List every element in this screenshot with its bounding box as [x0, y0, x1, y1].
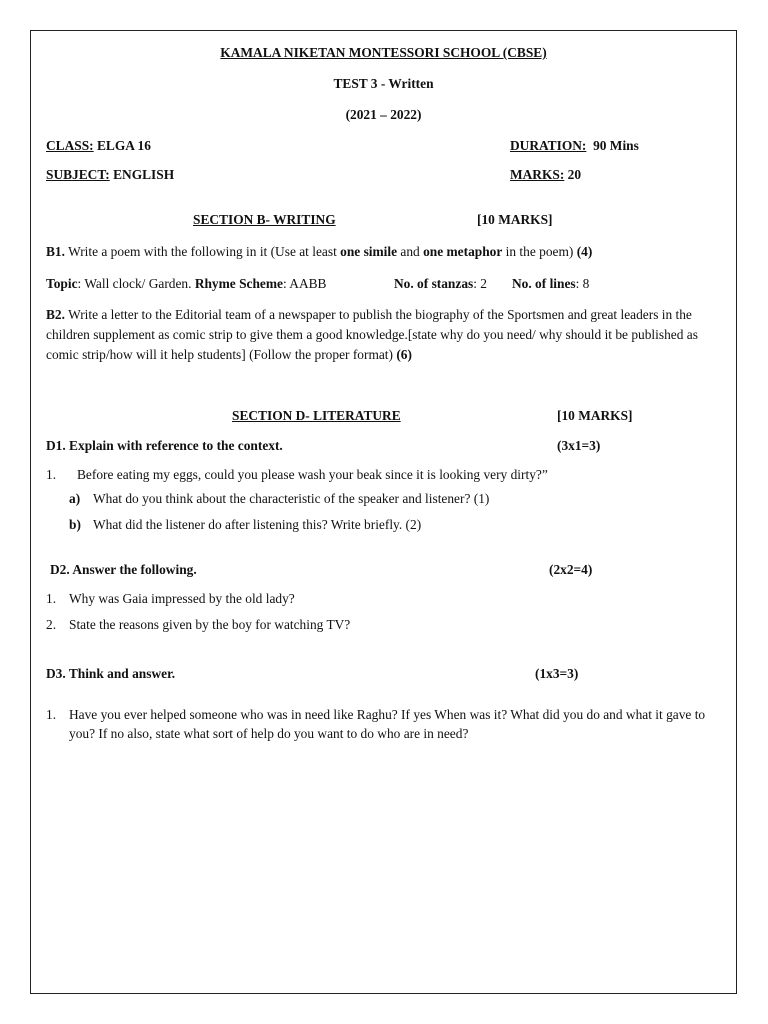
d1-sub-a-label: a)	[69, 491, 81, 506]
subject-info	[46, 167, 174, 183]
lines-label: No. of lines	[512, 276, 576, 291]
b2-marks: (6)	[396, 347, 412, 362]
subject-value: ENGLISH	[109, 167, 175, 182]
b2-label: B2.	[46, 307, 65, 322]
d3-item-1	[46, 705, 718, 743]
section-b-marks: [10 MARKS]	[477, 212, 553, 227]
class-label: CLASS:	[46, 138, 94, 153]
d2-item-1	[46, 591, 295, 607]
class-info	[46, 138, 151, 154]
d2-marks: (2x2=4)	[549, 562, 593, 577]
subject-label: SUBJECT:	[46, 167, 110, 182]
lines-info	[512, 276, 589, 292]
marks-label: MARKS:	[510, 167, 565, 182]
b1-label: B1.	[46, 244, 65, 259]
duration-info	[510, 138, 639, 154]
lines-value: : 8	[575, 276, 590, 291]
academic-year: (2021 – 2022)	[345, 107, 422, 122]
b1-metaphor: one metaphor	[423, 244, 503, 259]
d1-sub-a-text: What do you think about the characteristic of the speaker and listener? (1)	[93, 491, 490, 506]
rhyme-scheme-label: Rhyme Scheme	[194, 276, 283, 291]
b1-text-2: and	[397, 244, 424, 259]
test-title: TEST 3 - Written	[333, 76, 434, 91]
marks-value: 20	[564, 167, 582, 182]
stanzas-label: No. of stanzas	[394, 276, 474, 291]
d2-item-2-text: State the reasons given by the boy for watching TV?	[69, 617, 351, 632]
stanzas-info	[394, 276, 487, 292]
d1-title: D1. Explain with reference to the context.	[46, 438, 283, 453]
b1-simile: one simile	[340, 244, 398, 259]
d2-item-2	[46, 617, 350, 633]
marks-info	[510, 167, 581, 183]
section-d-title: SECTION D- LITERATURE	[232, 408, 401, 423]
d3-item-text: Have you ever helped someone who was in need like Raghu? If yes When was it? What did you do and what it gave to you? If no also, state what sort of help do you want to do who are in need?	[69, 707, 706, 741]
b1-marks: (4)	[576, 244, 593, 259]
section-b-title: SECTION B- WRITING	[193, 212, 336, 227]
class-value: ELGA 16	[93, 138, 151, 153]
b2-text: Write a letter to the Editorial team of a newspaper to publish the biography of the Sportsmen and great leaders in the children supplement as comic strip to give them a good knowledge.[state why do you need/ why should it be published as comic strip/how will it help students] (Follow the proper format)	[46, 307, 698, 362]
question-b1	[46, 244, 592, 260]
d1-quote: Before eating my eggs, could you please wash your beak since it is looking very dirty?”	[77, 467, 548, 482]
stanzas-value: : 2	[473, 276, 487, 291]
d1-item-number: 1.	[46, 467, 57, 482]
duration-label: DURATION:	[510, 138, 587, 153]
d1-sub-b	[69, 517, 421, 533]
d2-item-1-number: 1.	[46, 591, 57, 606]
question-b2	[46, 305, 718, 365]
d3-item-number: 1.	[46, 707, 57, 722]
d2-item-1-text: Why was Gaia impressed by the old lady?	[69, 591, 295, 606]
d3-marks: (1x3=3)	[535, 666, 579, 681]
duration-value: 90 Mins	[586, 138, 639, 153]
b1-text-3: in the poem)	[502, 244, 577, 259]
d1-marks: (3x1=3)	[557, 438, 601, 453]
rhyme-scheme-value: : AABB	[282, 276, 327, 291]
d1-sub-a	[69, 491, 489, 507]
section-d-marks: [10 MARKS]	[557, 408, 633, 423]
d1-item-1	[46, 467, 548, 483]
d1-sub-b-label: b)	[69, 517, 81, 532]
d2-title: D2. Answer the following.	[50, 562, 197, 577]
poem-requirements	[46, 276, 327, 292]
topic-value: : Wall clock/ Garden.	[77, 276, 195, 291]
b1-text-1: Write a poem with the following in it (Use at least	[64, 244, 341, 259]
topic-label: Topic	[46, 276, 78, 291]
d2-item-2-number: 2.	[46, 617, 57, 632]
d1-sub-b-text: What did the listener do after listening this? Write briefly. (2)	[93, 517, 422, 532]
school-name: KAMALA NIKETAN MONTESSORI SCHOOL (CBSE)	[220, 45, 547, 60]
d3-title: D3. Think and answer.	[46, 666, 176, 681]
